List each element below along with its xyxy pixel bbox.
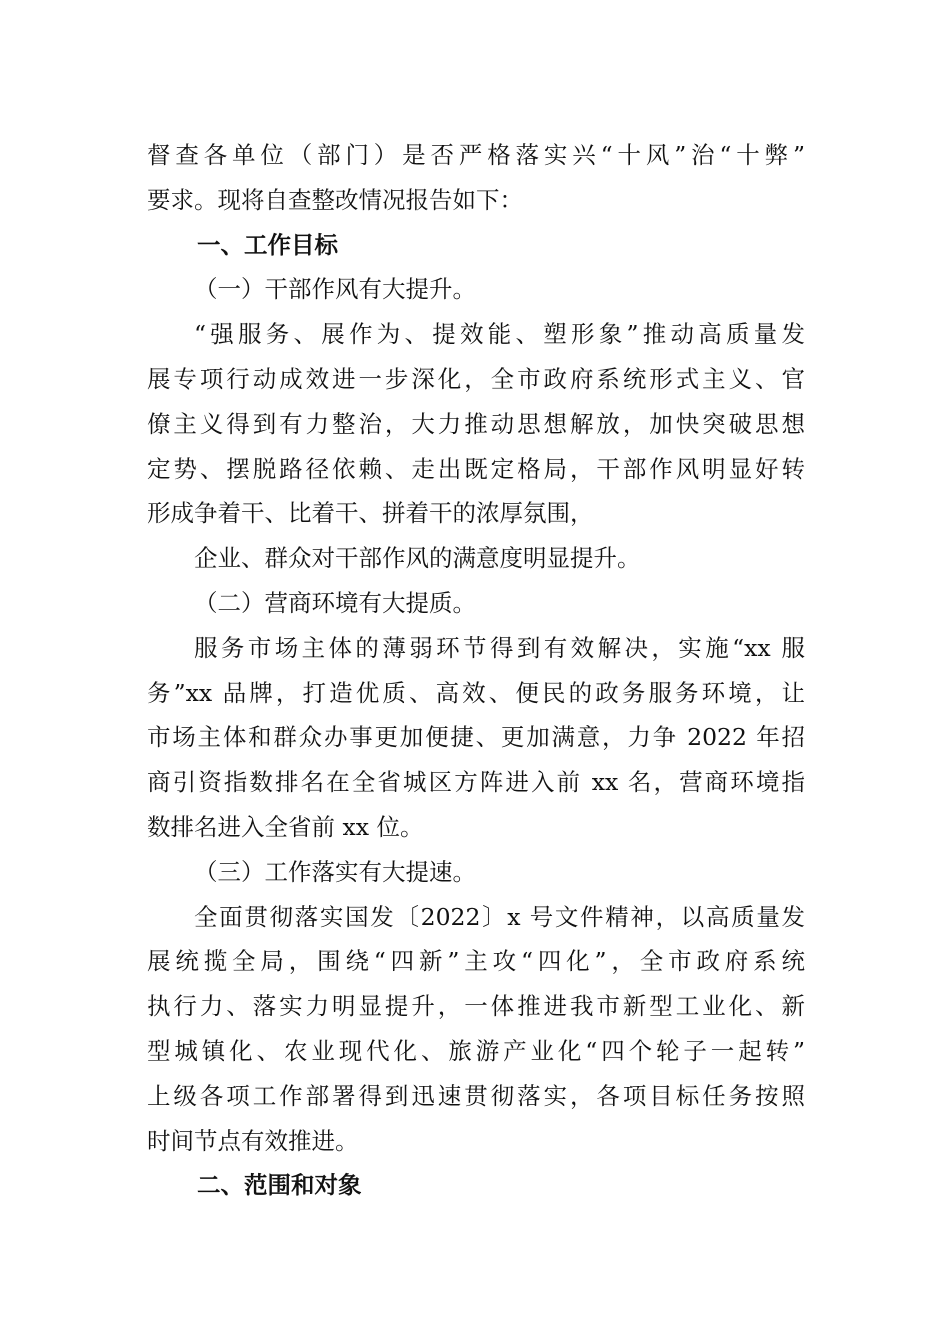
paragraph-line: 全面贯彻落实国发〔2022〕x 号文件精神，以高质量发: [194, 902, 805, 931]
section-heading: 二、范围和对象: [197, 1171, 362, 1200]
paragraph-line: 务”xx 品牌，打造优质、高效、便民的政务服务环境，让: [147, 678, 805, 707]
intro-line: 督查各单位（部门）是否严格落实兴“十风”治“十弊”: [147, 141, 805, 169]
subsection-heading: （二）营商环境有大提质。: [194, 588, 476, 617]
document-page: [147, 133, 805, 1208]
paragraph-line: 企业、群众对干部作风的满意度明显提升。: [194, 544, 641, 573]
paragraph-line: 展专项行动成效进一步深化，全市政府系统形式主义、官: [147, 364, 805, 393]
paragraph-line: 执行力、落实力明显提升，一体推进我市新型工业化、新: [147, 992, 805, 1021]
paragraph-line: 商引资指数排名在全省城区方阵进入前 xx 名，营商环境指: [147, 768, 805, 797]
paragraph-line: 时间节点有效推进。: [147, 1126, 359, 1155]
paragraph-line: 僚主义得到有力整治，大力推动思想解放，加快突破思想: [147, 409, 805, 438]
paragraph-line: 展统揽全局，围绕“四新”主攻“四化”，全市政府系统: [147, 947, 805, 976]
paragraph-line: 数排名进入全省前 xx 位。: [147, 812, 424, 841]
paragraph-line: 市场主体和群众办事更加便捷、更加满意，力争 2022 年招: [147, 723, 805, 752]
paragraph-line: 定势、摆脱路径依赖、走出既定格局，干部作风明显好转: [147, 454, 805, 483]
section-heading: 一、工作目标: [197, 230, 338, 259]
paragraph-line: 型城镇化、农业现代化、旅游产业化“四个轮子一起转”: [147, 1036, 805, 1065]
subsection-heading: （一）干部作风有大提升。: [194, 275, 476, 304]
intro-line: 要求。现将自查整改情况报告如下：: [147, 185, 523, 214]
paragraph-line: 形成争着干、比着干、拼着干的浓厚氛围，: [147, 499, 594, 528]
paragraph-line: 上级各项工作部署得到迅速贯彻落实，各项目标任务按照: [147, 1081, 805, 1110]
paragraph-line: 服务市场主体的薄弱环节得到有效解决，实施“xx 服: [194, 633, 805, 662]
paragraph-line: “强服务、展作为、提效能、塑形象”推动高质量发: [194, 320, 805, 349]
subsection-heading: （三）工作落实有大提速。: [194, 857, 476, 886]
